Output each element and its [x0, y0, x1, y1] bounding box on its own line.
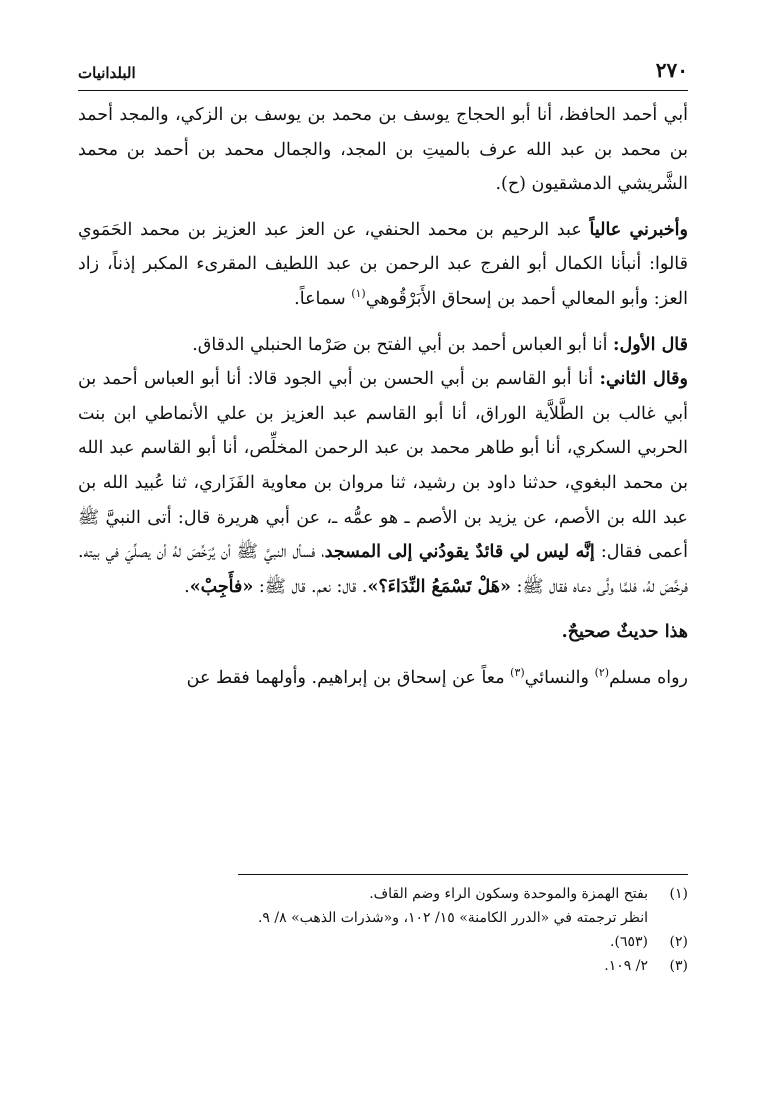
- footnote-text: بفتح الهمزة والموحدة وسكون الراء وضم القاف.: [369, 886, 648, 902]
- footnote-item: [78, 954, 688, 978]
- paragraph-text: عبد الرحيم بن محمد الحنفي، عن العز عبد العزيز بن محمد الحَمَوي قالوا: أنبأنا الكمال أبو الفرج عبد الرحمن بن عبد اللطيف المقرىء المكبر إذناً، زاد العز: وأبو المعالي أحمد بن إسحاق الأَبَرْقُوهي: [78, 219, 688, 309]
- paragraph-text: معاً عن إسحاق بن إبراهيم. وأولهما فقط عن: [186, 667, 511, 688]
- footnote-item: [78, 930, 688, 954]
- footnote-text: انظر ترجمته في «الدرر الكامنة» ١٥/ ١٠٢، و«شذرات الذهب» ٨/ ٩.: [257, 910, 648, 926]
- footnote-text: (٦٥٣).: [610, 934, 648, 950]
- lead-phrase: وأخبرني عالياً: [589, 219, 688, 240]
- header-rule: [78, 90, 688, 91]
- footnote-number: (٣): [669, 958, 688, 974]
- page-body: [78, 98, 688, 696]
- running-title: البلدانيات: [78, 64, 136, 82]
- paragraph-text: أبي أحمد الحافظ، أنا أبو الحجاج يوسف بن محمد بن يوسف بن الزكي، والمجد أحمد بن محمد بن عبد الله عرف بالميتِ بن المجد، والجمال محمد بن أحمد بن محمد الشَّريشي الدمشقيون (ح).: [78, 105, 688, 195]
- footnote-item: [78, 882, 688, 906]
- paragraph-text: .: [184, 576, 190, 597]
- lead-phrase: قال الأول:: [613, 334, 688, 355]
- paragraph-text: أنا أبو العباس أحمد بن أبي الفتح بن صَرْما الحنبلي الدقاق.: [192, 334, 614, 355]
- footnote-ref-2: (٢): [594, 666, 610, 680]
- page-header: [78, 56, 688, 88]
- hadith-quote: «هَلْ تَسْمَعُ النِّدَاءَ؟»: [367, 576, 511, 597]
- paragraph-sources: [78, 661, 688, 696]
- paragraph-text: . قال: نعم. قال ﷺ:: [253, 576, 368, 597]
- footnote-rule: [238, 874, 688, 875]
- footnote-number: (٢): [669, 934, 688, 950]
- lead-phrase: وقال الثاني:: [599, 369, 688, 390]
- paragraph-text: ، فسأل النبيَّ ﷺ أن يُرَخِّصَ لهُ أن يصلِّيَ في بيته. فرخَّصَ لهُ، فلمَّا ولَّى دعاه فقال ﷺ:: [78, 542, 688, 597]
- footnote-ref-3: (٣): [510, 666, 525, 680]
- paragraph-text: أنا أبو القاسم بن أبي الحسن بن أبي الجود قالا: أنا أبو العباس أحمد بن أبي غالب بن الطَّلاَّية الوراق، أنا أبو القاسم عبد العزيز بن علي الأنماطي ابن بنت الحربي السكري، أنا أبو طاهر محمد بن عبد الرحمن المخلِّص، أنا أبو القاسم عبد الله بن محمد البغوي، حدثنا داود بن رشيد، ثنا مروان بن معاوية الفَزَاري، ثنا عُبيد الله بن عبد الله بن الأصم، عن يزيد بن الأصم ـ هو عمُّه ـ، عن أبي هريرة قال: أتى النبيَّ ﷺ أعمى فقال:: [78, 369, 689, 563]
- paragraph-text: والنسائي: [524, 667, 595, 688]
- footnotes: [78, 882, 688, 978]
- paragraph-text: سماعاً.: [294, 288, 352, 309]
- paragraph-hadith: [78, 362, 688, 604]
- paragraph-first-narrator: [78, 328, 688, 363]
- paragraph-grading: [78, 615, 688, 650]
- grading-text: هذا حديثٌ صحيحٌ.: [561, 622, 688, 643]
- footnote-text: ٢/ ١٠٩.: [604, 958, 648, 974]
- footnote-ref-1: (١): [351, 287, 366, 301]
- book-page: [78, 56, 688, 1056]
- paragraph-isnad-1: [78, 98, 688, 202]
- footnote-item: [78, 906, 688, 930]
- hadith-quote: «فأَجِبْ»: [189, 576, 254, 597]
- hadith-quote: إنَّه ليس لي قائدٌ يقودُني إلى المسجد: [324, 542, 595, 563]
- paragraph-isnad-2: [78, 213, 688, 317]
- footnote-number: (١): [669, 886, 688, 902]
- page-number: ٢٧٠: [655, 58, 688, 82]
- paragraph-text: رواه مسلم: [609, 667, 688, 688]
- footnote-number: [648, 906, 688, 930]
